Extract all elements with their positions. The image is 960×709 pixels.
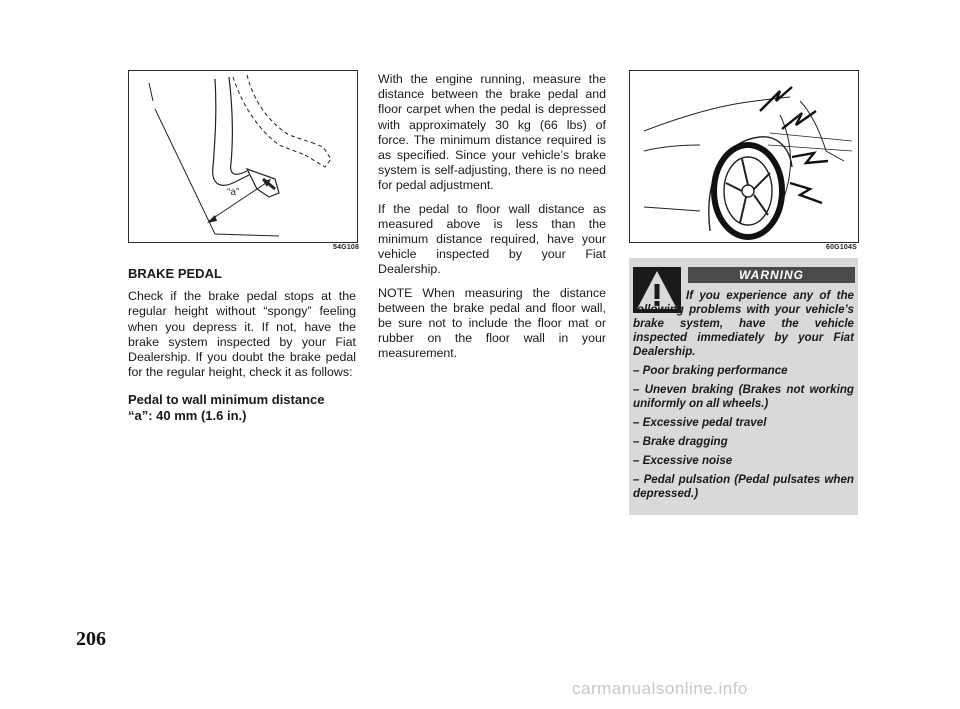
warning-title: WARNING bbox=[688, 267, 855, 283]
spec-line: Pedal to wall minimum distance bbox=[128, 392, 325, 408]
section-heading: BRAKE PEDAL bbox=[128, 266, 222, 281]
watermark: carmanualsonline.info bbox=[572, 679, 748, 698]
warning-item: – Brake dragging bbox=[633, 435, 728, 448]
warning-intro: If you experience any of the following problems with your vehicle’s brake system, have the vehicle inspected immediately by your Fiat Dealership. bbox=[633, 289, 854, 358]
warning-item: – Excessive noise bbox=[633, 454, 733, 467]
wheel-figure bbox=[629, 70, 859, 243]
body-paragraph: Check if the brake pedal stops at the regular height without “spongy” feeling when you depress it. If not, have the brake system inspected by your Fiat Dealership. If you doubt the brake pedal for the regular height, check it as follows: bbox=[128, 289, 356, 380]
warning-item: – Excessive pedal travel bbox=[633, 416, 767, 429]
brake-pedal-illustration bbox=[129, 71, 357, 242]
page-number: 206 bbox=[76, 628, 106, 650]
middle-column bbox=[378, 72, 606, 370]
warning-item: – Uneven braking (Brakes not working uniformly on all wheels.) bbox=[633, 383, 854, 410]
wheel-illustration bbox=[630, 71, 858, 242]
body-paragraph: If the pedal to floor wall distance as measured above is less than the minimum distance required, have your vehicle inspected by your Fiat Dealership. bbox=[378, 201, 606, 277]
left-column bbox=[128, 266, 356, 424]
warning-text bbox=[633, 289, 854, 506]
brake-pedal-figure bbox=[128, 70, 358, 243]
figure-code: 60G104S bbox=[826, 244, 857, 251]
figure-code: 54G108 bbox=[333, 244, 360, 251]
note-paragraph: NOTE When measuring the distance between the brake pedal and floor wall, be sure not to include the floor mat or rubber on the floor wall in your measurement. bbox=[378, 285, 606, 361]
warning-item: – Pedal pulsation (Pedal pulsates when depressed.) bbox=[633, 473, 854, 500]
dimension-label: “a” bbox=[227, 187, 240, 198]
spec-line: “a”: 40 mm (1.6 in.) bbox=[128, 408, 247, 424]
body-paragraph: With the engine running, measure the distance between the brake pedal and floor carpet when the pedal is depressed with approximately 30 kg (66 lbs) of force. The minimum distance required is as specified. Since your vehicle’s brake system is self-adjusting, there is no need for pedal adjustment. bbox=[378, 72, 606, 193]
warning-item: – Poor braking performance bbox=[633, 364, 788, 377]
